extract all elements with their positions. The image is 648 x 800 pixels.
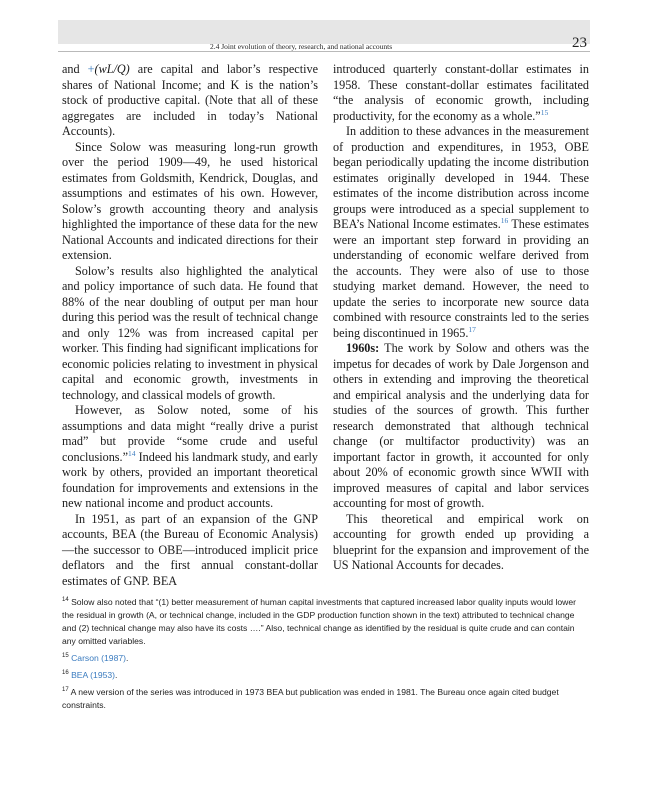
footnote-ref-15[interactable]: 15	[540, 107, 549, 117]
header-rule	[58, 51, 590, 52]
footnote-ref-16[interactable]: 16	[500, 215, 509, 225]
paragraph: Since Solow was measuring long-run growth over the period 1909—49, he used historical estimates from Goldsmith, Kendrick, Douglas, and assumptions and estimates of his own. However, Solow’s growth accounting theory and analysis highlighted the importance of these data for the new National Accounts and indicated directions for their extension.	[62, 139, 318, 262]
paragraph: Solow’s results also highlighted the analytical and policy importance of such data. He found that 88% of the near doubling of output per man hour during this period was the result of technical change and only 12% was from increased capital per worker. This finding had significant implications for economic policies relating to investment in physical capital and economic growth, investments in technology, and classical models of growth.	[62, 263, 318, 402]
footnote-17: $^{17}$ A new version of the series was introduced in 1973 BEA but publication was ended in 1981. The Bureau once again cited budget constraints.	[62, 687, 559, 710]
paragraph: In addition to these advances in the measurement of production and expenditures, in 1953, OBE began periodically updating the income distribution estimates originally developed in 1944. These estimates of the income distribution across income groups were introduced as a special supplement to BEA’s National Income estimates.$^{16}$ These estimates were an important step forward in providing an understanding of economic welfare derived from the accounts. They were also of use to those studying market demand. However, the need to update the series to incorporate new source data combined with resource constraints led to the series being discontinued in 1965.17	[333, 124, 590, 340]
paragraph: introduced quarterly constant-dollar estimates in 1958. These constant-dollar estimates facilitated “the analysis of economic growth, including productivity, for the economy as a whole.”$^{15}$	[333, 62, 589, 123]
math-expression: (wL/Q)	[94, 62, 130, 76]
footnote-16: $^{16}$ BEA (1953).	[62, 670, 118, 680]
citation-link[interactable]: BEA (1953)	[71, 670, 116, 680]
paragraph: This theoretical and empirical work on accounting for growth ended up providing a blueprint for the expansion and improvement of the US National Accounts for decades.	[333, 511, 589, 572]
page-number: 23	[572, 35, 587, 51]
section-label: 1960s:	[346, 341, 380, 355]
running-head: 2.4 Joint evolution of theory, research, and national accounts	[210, 42, 393, 51]
paragraph: However, as Solow noted, some of his assumptions and data might “really drive a purist mad” but provide “some crude and useful conclusions.”$^{14}$ Indeed his landmark study, and early work by others, provided an important theoretical foundation for improvements and extensions in the new national income and product accounts.	[62, 403, 318, 510]
citation-link[interactable]: Carson (1987)	[71, 653, 127, 663]
left-column	[62, 62, 318, 589]
footnote-ref-14[interactable]: 14	[128, 448, 136, 458]
footnote-ref-17[interactable]: 17	[468, 324, 476, 334]
header-bar	[58, 20, 590, 44]
paragraph: and +(wL/Q) are capital and labor’s respective shares of National Income; and K is the nation’s stock of productive capital. (Note that all of these aggregates are included in today’s National Accounts).	[62, 62, 318, 138]
right-column	[333, 62, 589, 574]
paragraph: 1960s: The work by Solow and others was the impetus for decades of work by Dale Jorgenson and others in extending and improving the theoretical and empirical analysis and the underlying data for studies of the sources of growth. This further research demonstrated that although technical change (or multifactor productivity) was an important factor in growth, it accounted for only about 20% of economic growth since WWII with improved measures of capital and labor services accounting for most of growth.	[333, 341, 589, 510]
paragraph: In 1951, as part of an expansion of the GNP accounts, BEA (the Bureau of Economic Analysis)—the successor to OBE—introduced implicit price deflators and the first annual constant-dollar estimates of GNP. BEA	[62, 511, 318, 588]
footnote-15: $^{15}$ Carson (1987).	[62, 653, 129, 663]
footnotes	[62, 596, 590, 716]
footnote-14: $^{14}$ Solow also noted that “(1) better measurement of human capital investments that captured increased labor quality inputs would lower the residual in growth (A, or technical change, included in the GDP production function shown in the text) attributed to technical change and (2) technical change may also have its costs ….” Also, technical change as identified by the residual is quite crude and can contain any omitted variables.	[62, 597, 576, 646]
plus-sign: +	[87, 62, 95, 76]
